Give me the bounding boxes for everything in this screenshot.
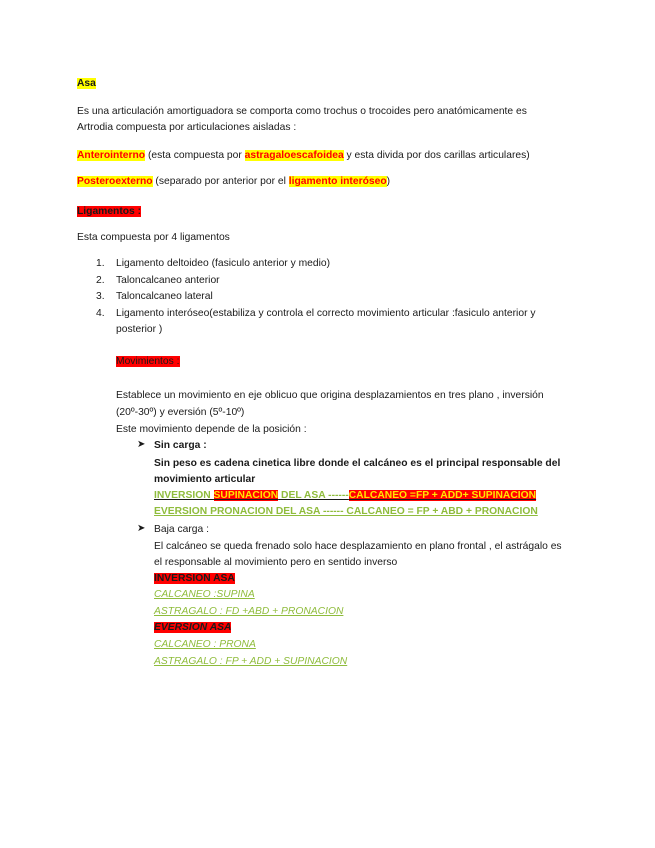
movimientos-p1-line1: Establece un movimiento en eje oblicuo que origina desplazamientos en tres plano , inversión: [116, 390, 544, 401]
arrow-bullet-icon: ➤: [137, 523, 146, 534]
movimientos-p2: Este movimiento depende de la posición :: [116, 424, 307, 435]
list-item-number: 1.: [96, 258, 105, 269]
movimientos-p1-line2: (20º-30º) y eversión (5º-10º): [116, 407, 245, 418]
list-item-number: 3.: [96, 291, 105, 302]
supinacion-highlight: SUPINACION: [213, 490, 279, 501]
anterointerno-term: astragaloescafoidea: [244, 150, 344, 161]
anterointerno-post: y esta divida por dos carillas articulares): [343, 150, 530, 161]
posteroexterno-pre: (separado por anterior por el: [152, 176, 289, 187]
inversion-calcaneo: CALCANEO :SUPINA: [154, 589, 255, 600]
intro-line-2: Artrodia compuesta por articulaciones aisladas :: [77, 122, 297, 133]
sin-carga-label: Sin carga :: [154, 440, 207, 451]
sin-carga-eversion: EVERSION PRONACION DEL ASA ------ CALCANEO = FP + ABD + PRONACION: [154, 506, 538, 517]
page-title: [77, 77, 96, 91]
posteroexterno-term: ligamento interóseo: [288, 176, 387, 187]
posteroexterno-paragraph: [77, 175, 390, 189]
list-item-continuation: posterior ): [116, 324, 163, 335]
eversion-asa-heading: [154, 621, 231, 635]
baja-carga-label: Baja carga :: [154, 524, 209, 535]
ligamentos-heading-text: Ligamentos :: [77, 206, 142, 217]
del-asa-text: DEL ASA ------: [278, 490, 349, 501]
intro-line-1: Es una articulación amortiguadora se comporta como trochus o trocoides pero anatómicamente es: [77, 106, 527, 117]
baja-carga-desc-2: el responsable al movimiento pero en sentido inverso: [154, 557, 398, 568]
anterointerno-paragraph: [77, 149, 530, 163]
sin-carga-inversion: [154, 489, 536, 503]
list-item: Ligamento interóseo(estabiliza y controla el correcto movimiento articular :fasiculo anterior y: [116, 308, 536, 319]
posteroexterno-post: ): [386, 176, 391, 187]
eversion-astragalo: ASTRAGALO : FP + ADD + SUPINACION: [154, 656, 348, 667]
inversion-label: INVERSION: [154, 490, 214, 501]
list-item-number: 2.: [96, 275, 105, 286]
ligamentos-heading: [77, 205, 141, 219]
inversion-asa-text: INVERSION ASA: [154, 573, 235, 584]
title-highlight: Asa: [77, 78, 96, 89]
posteroexterno-label: Posteroexterno: [77, 176, 153, 187]
list-item: Ligamento deltoideo (fasiculo anterior y medio): [116, 258, 331, 269]
list-item: Taloncalcaneo anterior: [116, 275, 220, 286]
movimientos-heading-text: Movimientos :: [116, 356, 180, 367]
sin-carga-desc-1: Sin peso es cadena cinetica libre donde el calcáneo es el principal responsable del: [154, 458, 561, 469]
anterointerno-label: Anterointerno: [77, 150, 146, 161]
eversion-asa-text: EVERSION ASA: [154, 622, 232, 633]
ligamentos-intro: Esta compuesta por 4 ligamentos: [77, 232, 230, 243]
inversion-asa-heading: [154, 572, 235, 586]
inversion-astragalo: ASTRAGALO : FD +ABD + PRONACION: [154, 606, 344, 617]
calcaneo-formula-highlight: CALCANEO =FP + ADD+ SUPINACION: [348, 490, 537, 501]
anterointerno-pre: (esta compuesta por: [145, 150, 245, 161]
arrow-bullet-icon: ➤: [137, 439, 146, 450]
list-item-number: 4.: [96, 308, 105, 319]
sin-carga-desc-2: movimiento articular: [154, 474, 256, 485]
movimientos-heading: [116, 355, 180, 369]
list-item: Taloncalcaneo lateral: [116, 291, 213, 302]
eversion-calcaneo: CALCANEO : PRONA: [154, 639, 256, 650]
baja-carga-desc-1: El calcáneo se queda frenado solo hace desplazamiento en plano frontal , el astrágalo es: [154, 541, 562, 552]
